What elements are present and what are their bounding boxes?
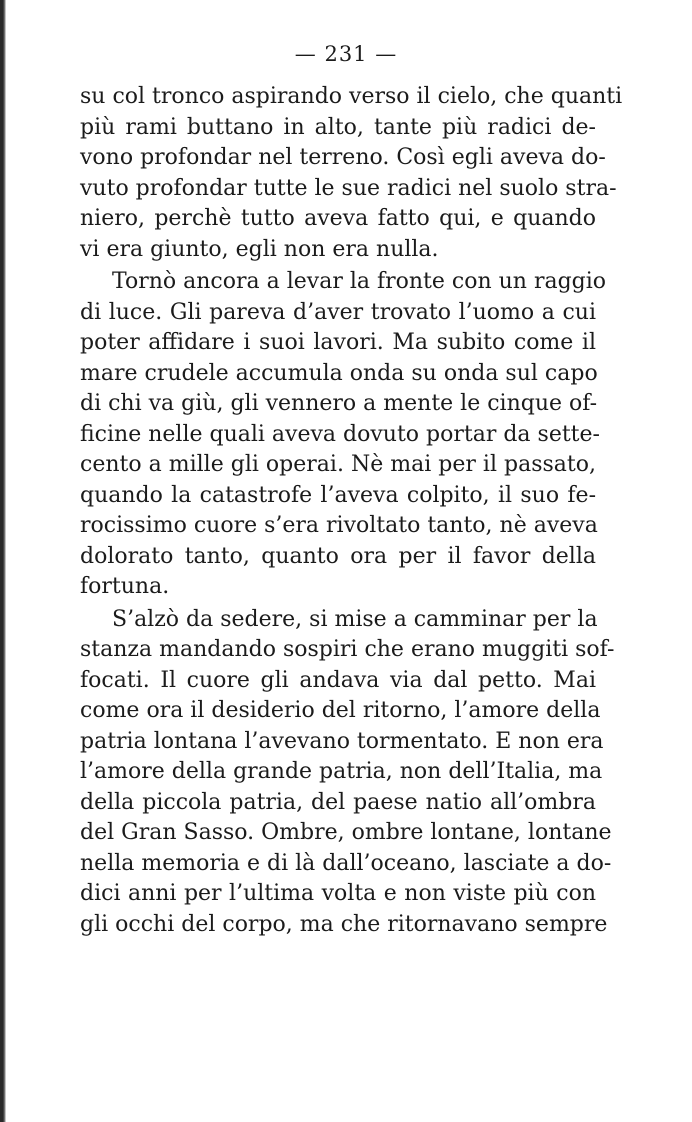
text-line: come ora il desiderio del ritorno, l’amore della bbox=[80, 698, 601, 723]
text-line: di luce. Gli pareva d’aver trovato l’uomo a cui bbox=[80, 299, 596, 325]
text-line: vuto profondar tutte le sue radici nel suolo stra- bbox=[80, 175, 617, 201]
text-line: vi era giunto, egli non era nulla. bbox=[80, 236, 439, 262]
text-line: di chi va giù, gli vennero a mente le cinque of- bbox=[80, 391, 598, 416]
paragraph bbox=[80, 82, 623, 265]
text-line: più rami buttano in alto, tante più radici de- bbox=[80, 114, 596, 140]
text-line: Tornò ancora a levar la fronte con un raggio bbox=[112, 269, 607, 294]
text-line: stanza mandando sospiri che erano muggiti sof- bbox=[80, 637, 615, 662]
text-line: rocissimo cuore s’era rivoltato tanto, nè aveva bbox=[80, 513, 598, 538]
text-line: fortuna. bbox=[80, 574, 170, 599]
text-line: del Gran Sasso. Ombre, ombre lontane, lontane bbox=[80, 820, 612, 845]
text-line: niero, perchè tutto aveva fatto qui, e quando bbox=[80, 206, 596, 231]
page-binding-edge bbox=[0, 0, 6, 1122]
text-line: patria lontana l’avevano tormentato. E non era bbox=[80, 728, 604, 754]
text-line: nella memoria e di là dall’oceano, lasciate a do- bbox=[80, 850, 612, 876]
text-line: ficine nelle quali aveva dovuto portar da sette- bbox=[80, 421, 600, 447]
text-line: su col tronco aspirando verso il cielo, che quanti bbox=[80, 84, 623, 109]
text-line: poter affidare i suoi lavori. Ma subito come il bbox=[80, 330, 596, 355]
text-line: focati. Il cuore gli andava via dal petto. Mai bbox=[80, 667, 596, 693]
text-line: l’amore della grande patria, non dell’Italia, ma bbox=[80, 759, 603, 784]
text-line: della piccola patria, del paese natio all’ombra bbox=[80, 789, 596, 815]
text-line: dici anni per l’ultima volta e non viste più con bbox=[80, 881, 596, 906]
page-number: — 231 — bbox=[294, 42, 398, 66]
paragraph bbox=[80, 267, 607, 603]
body-text bbox=[80, 82, 623, 940]
text-line: mare crudele accumula onda su onda sul capo bbox=[80, 360, 598, 386]
text-line: cento a mille gli operai. Nè mai per il passato, bbox=[80, 452, 596, 477]
paragraph bbox=[80, 605, 615, 941]
text-line: vono profondar nel terreno. Così egli aveva do- bbox=[80, 145, 606, 170]
text-line: gli occhi del corpo, ma che ritornavano sempre bbox=[80, 911, 608, 937]
text-line: quando la catastrofe l’aveva colpito, il suo fe- bbox=[80, 482, 596, 508]
text-line: S’alzò da sedere, si mise a camminar per la bbox=[112, 606, 598, 632]
text-line: dolorato tanto, quanto ora per il favor della bbox=[80, 543, 596, 569]
